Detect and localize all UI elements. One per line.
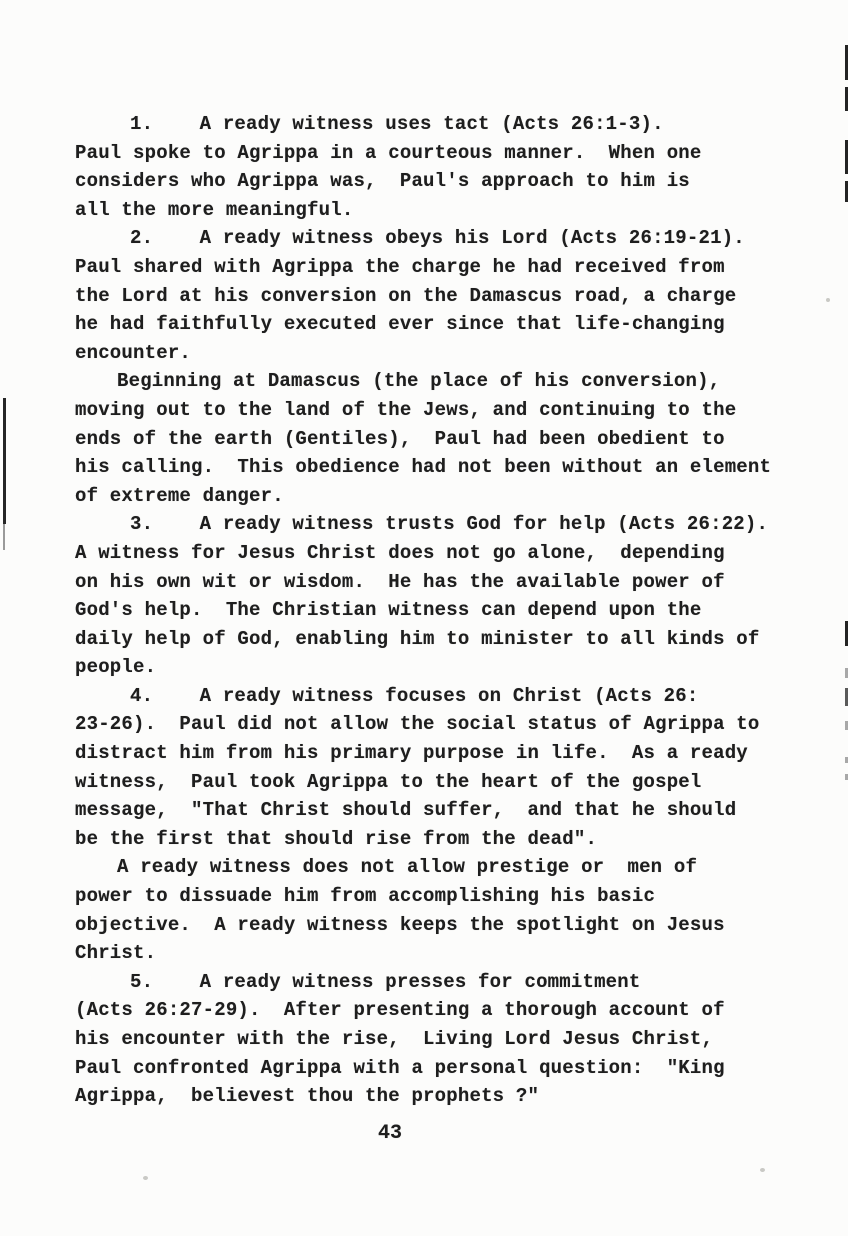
text-line: 23-26). Paul did not allow the social status of Agrippa to — [75, 713, 760, 736]
text-line: his calling. This obedience had not been without an element — [75, 456, 772, 479]
text-line: on his own wit or wisdom. He has the available power of — [75, 570, 725, 593]
text-line: God's help. The Christian witness can depend upon the — [75, 599, 702, 622]
scan-artifact-speck — [760, 1168, 765, 1172]
text-line: considers who Agrippa was, Paul's approach to him is — [75, 170, 690, 193]
text-line: objective. A ready witness keeps the spotlight on Jesus — [75, 913, 725, 936]
scan-artifact-speck — [826, 298, 830, 302]
scan-artifact-left-edge-bar — [3, 398, 6, 524]
text-line: Agrippa, believest thou the prophets ?" — [75, 1085, 540, 1108]
text-line: Paul shared with Agrippa the charge he had received from — [75, 255, 725, 278]
text-line: 4. A ready witness focuses on Christ (Acts 26: — [130, 684, 699, 707]
text-line: of extreme danger. — [75, 484, 284, 507]
page-number: 43 — [377, 1122, 402, 1145]
text-line: A ready witness does not allow prestige or men of — [117, 856, 698, 879]
text-line: 3. A ready witness trusts God for help (Acts 26:22). — [130, 513, 769, 536]
text-line: be the first that should rise from the dead". — [75, 827, 598, 850]
text-line: he had faithfully executed ever since that life-changing — [75, 313, 725, 336]
scan-artifact-left-edge-fade — [3, 524, 5, 550]
text-line: A witness for Jesus Christ does not go alone, depending — [75, 541, 725, 564]
text-line: Beginning at Damascus (the place of his conversion), — [117, 370, 721, 393]
text-line: all the more meaningful. — [75, 198, 354, 221]
text-line: the Lord at his conversion on the Damascus road, a charge — [75, 284, 737, 307]
text-line: Paul confronted Agrippa with a personal question: "King — [75, 1056, 725, 1079]
text-line: daily help of God, enabling him to minister to all kinds of — [75, 627, 760, 650]
text-line: distract him from his primary purpose in life. As a ready — [75, 742, 748, 765]
text-line: his encounter with the rise, Living Lord Jesus Christ, — [75, 1028, 714, 1050]
text-line: people. — [75, 656, 157, 679]
text-line: witness, Paul took Agrippa to the heart of the gospel — [75, 770, 702, 793]
text-line: message, "That Christ should suffer, and that he should — [75, 799, 737, 822]
text-line: (Acts 26:27-29). After presenting a thorough account of — [75, 999, 725, 1022]
text-line: 5. A ready witness presses for commitment — [130, 970, 641, 993]
text-line: power to dissuade him from accomplishing his basic — [75, 885, 656, 908]
text-line: Paul spoke to Agrippa in a courteous manner. When one — [75, 141, 702, 164]
text-line: ends of the earth (Gentiles), Paul had been obedient to — [75, 427, 725, 450]
body-text — [75, 110, 795, 1111]
text-line: 1. A ready witness uses tact (Acts 26:1-3). — [130, 113, 664, 135]
text-line: encounter. — [75, 341, 192, 364]
text-line: 2. A ready witness obeys his Lord (Acts 26:19-21). — [130, 227, 745, 250]
scan-artifact-speck — [143, 1176, 148, 1180]
text-line: moving out to the land of the Jews, and continuing to the — [75, 398, 737, 421]
text-line: Christ. — [75, 942, 157, 965]
